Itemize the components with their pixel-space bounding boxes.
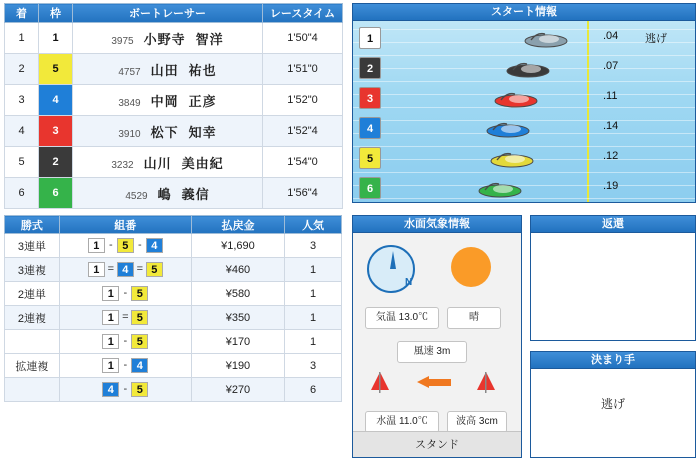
cell-race-time: 1'54"0	[263, 147, 343, 178]
table-row	[5, 354, 342, 378]
header-racer: ボートレーサー	[73, 4, 263, 23]
wind-direction-arrow-icon	[417, 376, 457, 388]
combination-number: 5	[131, 382, 148, 397]
cell-lane	[39, 147, 73, 178]
boat-icon	[523, 28, 569, 48]
combination	[102, 310, 148, 325]
cell-rank: 2	[5, 54, 39, 85]
combination-number: 5	[131, 334, 148, 349]
racer-name: 山田 祐也	[150, 62, 217, 78]
combination-number: 4	[146, 238, 163, 253]
weather-panel	[352, 215, 522, 458]
combination-number: 5	[146, 262, 163, 277]
cell-payout: ¥170	[191, 330, 284, 354]
racer-name: 松下 知幸	[150, 124, 217, 140]
weather-body	[353, 233, 521, 457]
boat-icon	[477, 178, 523, 198]
combination-number: 1	[102, 358, 119, 373]
cell-payout: ¥580	[191, 282, 284, 306]
table-row	[5, 306, 342, 330]
start-info-body	[353, 21, 695, 202]
registration-number: 4529	[125, 190, 148, 202]
racer-name: 嶋 義信	[157, 186, 210, 202]
cell-bet-type: 拡連複	[5, 354, 60, 378]
table-row	[5, 378, 342, 402]
cell-bet-type: 3連複	[5, 258, 60, 282]
cell-race-time: 1'56"4	[263, 178, 343, 209]
start-timing: .12	[603, 150, 619, 162]
cell-bet-type	[5, 378, 60, 402]
cell-racer[interactable]	[73, 147, 263, 178]
combination	[102, 382, 148, 397]
cell-combination	[59, 258, 191, 282]
boat-icon	[493, 88, 539, 108]
cell-combination	[59, 306, 191, 330]
refund-title: 返還	[531, 216, 695, 233]
cell-racer[interactable]	[73, 178, 263, 209]
start-lane-badge: 3	[359, 87, 381, 109]
racer-name: 山川 美由紀	[143, 155, 224, 171]
winning-technique-title: 決まり手	[531, 352, 695, 369]
sail-marker-right-icon	[475, 371, 497, 395]
table-row	[5, 85, 343, 116]
combination-separator: -	[137, 239, 142, 252]
cell-rank: 3	[5, 85, 39, 116]
racer-name: 中岡 正彦	[150, 93, 217, 109]
start-info-row	[353, 83, 695, 113]
cell-racer[interactable]	[73, 85, 263, 116]
cell-race-time: 1'50"4	[263, 23, 343, 54]
payout-table	[4, 215, 342, 402]
start-lane-badge: 6	[359, 177, 381, 199]
lane-badge: 4	[39, 85, 72, 115]
cell-rank: 4	[5, 116, 39, 147]
cell-lane	[39, 85, 73, 116]
combination-separator: -	[123, 287, 128, 300]
lane-badge: 5	[39, 54, 72, 84]
table-row	[5, 330, 342, 354]
table-row	[5, 116, 343, 147]
combination-number: 1	[102, 334, 119, 349]
header-lane: 枠	[39, 4, 73, 23]
cell-payout: ¥460	[191, 258, 284, 282]
winning-technique-panel	[530, 351, 696, 458]
boat-icon	[485, 118, 531, 138]
start-info-row	[353, 173, 695, 202]
cell-lane	[39, 23, 73, 54]
table-row	[5, 234, 342, 258]
registration-number: 3232	[111, 159, 134, 171]
registration-number: 4757	[118, 66, 141, 78]
table-row	[5, 282, 342, 306]
table-row	[5, 258, 342, 282]
refund-panel	[530, 215, 696, 341]
combination	[88, 262, 163, 277]
cell-popularity: 1	[285, 330, 342, 354]
cell-race-time: 1'51"0	[263, 54, 343, 85]
combination	[102, 334, 148, 349]
start-lane-badge: 1	[359, 27, 381, 49]
combination-separator: -	[123, 359, 128, 372]
combination-separator: -	[123, 383, 128, 396]
lane-badge: 6	[39, 178, 72, 208]
combination-number: 4	[117, 262, 134, 277]
header-payout: 払戻金	[191, 216, 284, 234]
cell-payout: ¥190	[191, 354, 284, 378]
weather-condition: 晴	[447, 307, 501, 329]
table-row	[5, 54, 343, 85]
registration-number: 3849	[118, 97, 141, 109]
lane-badge: 3	[39, 116, 72, 146]
start-note: 逃げ	[645, 33, 667, 45]
start-timing: .11	[603, 90, 618, 102]
combination-number: 4	[131, 358, 148, 373]
sail-marker-left-icon	[369, 371, 391, 395]
cell-lane	[39, 54, 73, 85]
combination	[102, 358, 148, 373]
registration-number: 3975	[111, 35, 134, 47]
combination-number: 1	[88, 238, 105, 253]
cell-lane	[39, 178, 73, 209]
cell-race-time: 1'52"0	[263, 85, 343, 116]
race-result-table	[4, 3, 343, 209]
start-lane-badge: 4	[359, 117, 381, 139]
combination-separator: =	[122, 311, 129, 324]
table-header-row	[5, 4, 343, 23]
lane-badge: 1	[39, 23, 72, 53]
header-popularity: 人気	[285, 216, 342, 234]
cell-combination	[59, 378, 191, 402]
cell-payout: ¥270	[191, 378, 284, 402]
header-bet-type: 勝式	[5, 216, 60, 234]
sun-icon	[451, 247, 491, 287]
refund-body	[531, 233, 695, 340]
table-row	[5, 147, 343, 178]
combination-separator: -	[123, 335, 128, 348]
racer-name: 小野寺 智洋	[143, 31, 224, 47]
cell-popularity: 1	[285, 258, 342, 282]
start-timing: .04	[603, 30, 619, 42]
wave-height: 波高 3cm	[447, 411, 507, 433]
combination-separator: -	[108, 239, 113, 252]
air-temperature: 気温 13.0℃	[365, 307, 439, 329]
stand-label: スタンド	[353, 431, 521, 457]
payout-header-row	[5, 216, 342, 234]
cell-racer[interactable]	[73, 54, 263, 85]
combination-number: 4	[102, 382, 119, 397]
header-rank: 着	[5, 4, 39, 23]
start-info-panel	[352, 3, 696, 203]
cell-bet-type: 3連単	[5, 234, 60, 258]
boat-icon	[505, 58, 551, 78]
cell-combination	[59, 354, 191, 378]
cell-racer[interactable]	[73, 23, 263, 54]
start-info-row	[353, 53, 695, 83]
cell-bet-type	[5, 330, 60, 354]
start-lane-badge: 2	[359, 57, 381, 79]
start-info-row	[353, 23, 695, 53]
wind-speed: 風速 3m	[397, 341, 467, 363]
weather-title: 水面気象情報	[353, 216, 521, 233]
boat-icon	[489, 148, 535, 168]
start-info-row	[353, 143, 695, 173]
cell-combination	[59, 330, 191, 354]
combination	[88, 238, 163, 253]
cell-popularity: 1	[285, 306, 342, 330]
combination-number: 5	[131, 286, 148, 301]
cell-popularity: 3	[285, 354, 342, 378]
start-lane-badge: 5	[359, 147, 381, 169]
registration-number: 3910	[118, 128, 141, 140]
cell-popularity: 3	[285, 234, 342, 258]
start-info-row	[353, 113, 695, 143]
cell-bet-type: 2連単	[5, 282, 60, 306]
start-timing: .19	[603, 180, 619, 192]
cell-rank: 6	[5, 178, 39, 209]
cell-rank: 1	[5, 23, 39, 54]
combination-separator: =	[107, 263, 114, 276]
lane-badge: 2	[39, 147, 72, 177]
water-temperature: 水温 11.0℃	[365, 411, 439, 433]
table-row	[5, 23, 343, 54]
winning-technique-value: 逃げ	[531, 369, 695, 457]
cell-popularity: 1	[285, 282, 342, 306]
table-row	[5, 178, 343, 209]
cell-racer[interactable]	[73, 116, 263, 147]
combination-number: 1	[102, 310, 119, 325]
compass-north-label: N	[405, 277, 413, 288]
start-timing: .07	[603, 60, 619, 72]
start-info-title: スタート情報	[353, 4, 695, 21]
cell-lane	[39, 116, 73, 147]
cell-payout: ¥350	[191, 306, 284, 330]
cell-bet-type: 2連複	[5, 306, 60, 330]
combination-number: 5	[117, 238, 134, 253]
combination	[102, 286, 148, 301]
cell-combination	[59, 282, 191, 306]
start-timing: .14	[603, 120, 619, 132]
cell-combination	[59, 234, 191, 258]
cell-payout: ¥1,690	[191, 234, 284, 258]
header-combination: 組番	[59, 216, 191, 234]
cell-race-time: 1'52"4	[263, 116, 343, 147]
combination-separator: =	[136, 263, 143, 276]
cell-popularity: 6	[285, 378, 342, 402]
cell-rank: 5	[5, 147, 39, 178]
combination-number: 5	[131, 310, 148, 325]
combination-number: 1	[88, 262, 105, 277]
combination-number: 1	[102, 286, 119, 301]
header-time: レースタイム	[263, 4, 343, 23]
